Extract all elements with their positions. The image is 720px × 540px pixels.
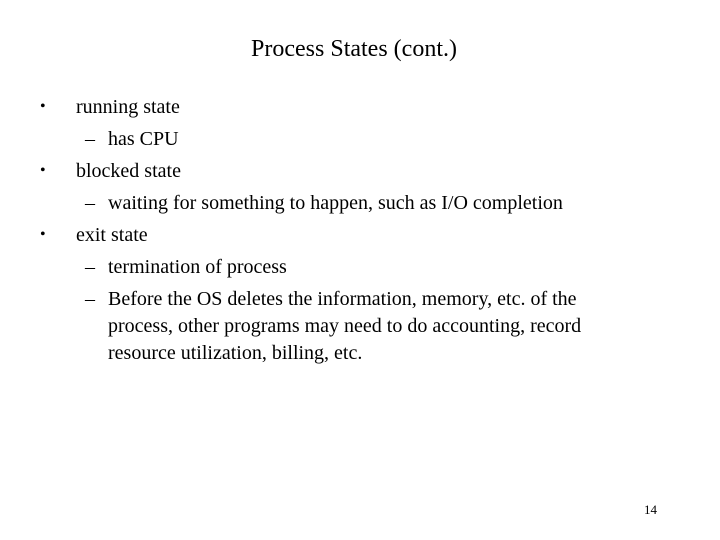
bullet-icon: • — [40, 226, 46, 243]
slide-title: Process States (cont.) — [251, 36, 457, 62]
page-number: 14 — [644, 502, 657, 517]
bullet-text: running state — [76, 96, 180, 118]
sub-item-text: Before the OS deletes the information, memory, etc. of the — [108, 288, 577, 310]
dash-icon: – — [85, 288, 95, 310]
dash-icon: – — [85, 192, 95, 214]
bullet-text: blocked state — [76, 160, 181, 182]
sub-item-text: termination of process — [108, 256, 287, 278]
bullet-icon: • — [40, 98, 46, 115]
bullet-text: exit state — [76, 224, 148, 246]
sub-item-continuation-line: resource utilization, billing, etc. — [108, 342, 363, 364]
sub-item-text: has CPU — [108, 128, 179, 150]
dash-icon: – — [85, 256, 95, 278]
sub-item-continuation-line: process, other programs may need to do accounting, record — [108, 315, 582, 337]
dash-icon: – — [85, 128, 95, 150]
sub-item-text: waiting for something to happen, such as I/O completion — [108, 192, 563, 214]
bullet-icon: • — [40, 162, 46, 179]
